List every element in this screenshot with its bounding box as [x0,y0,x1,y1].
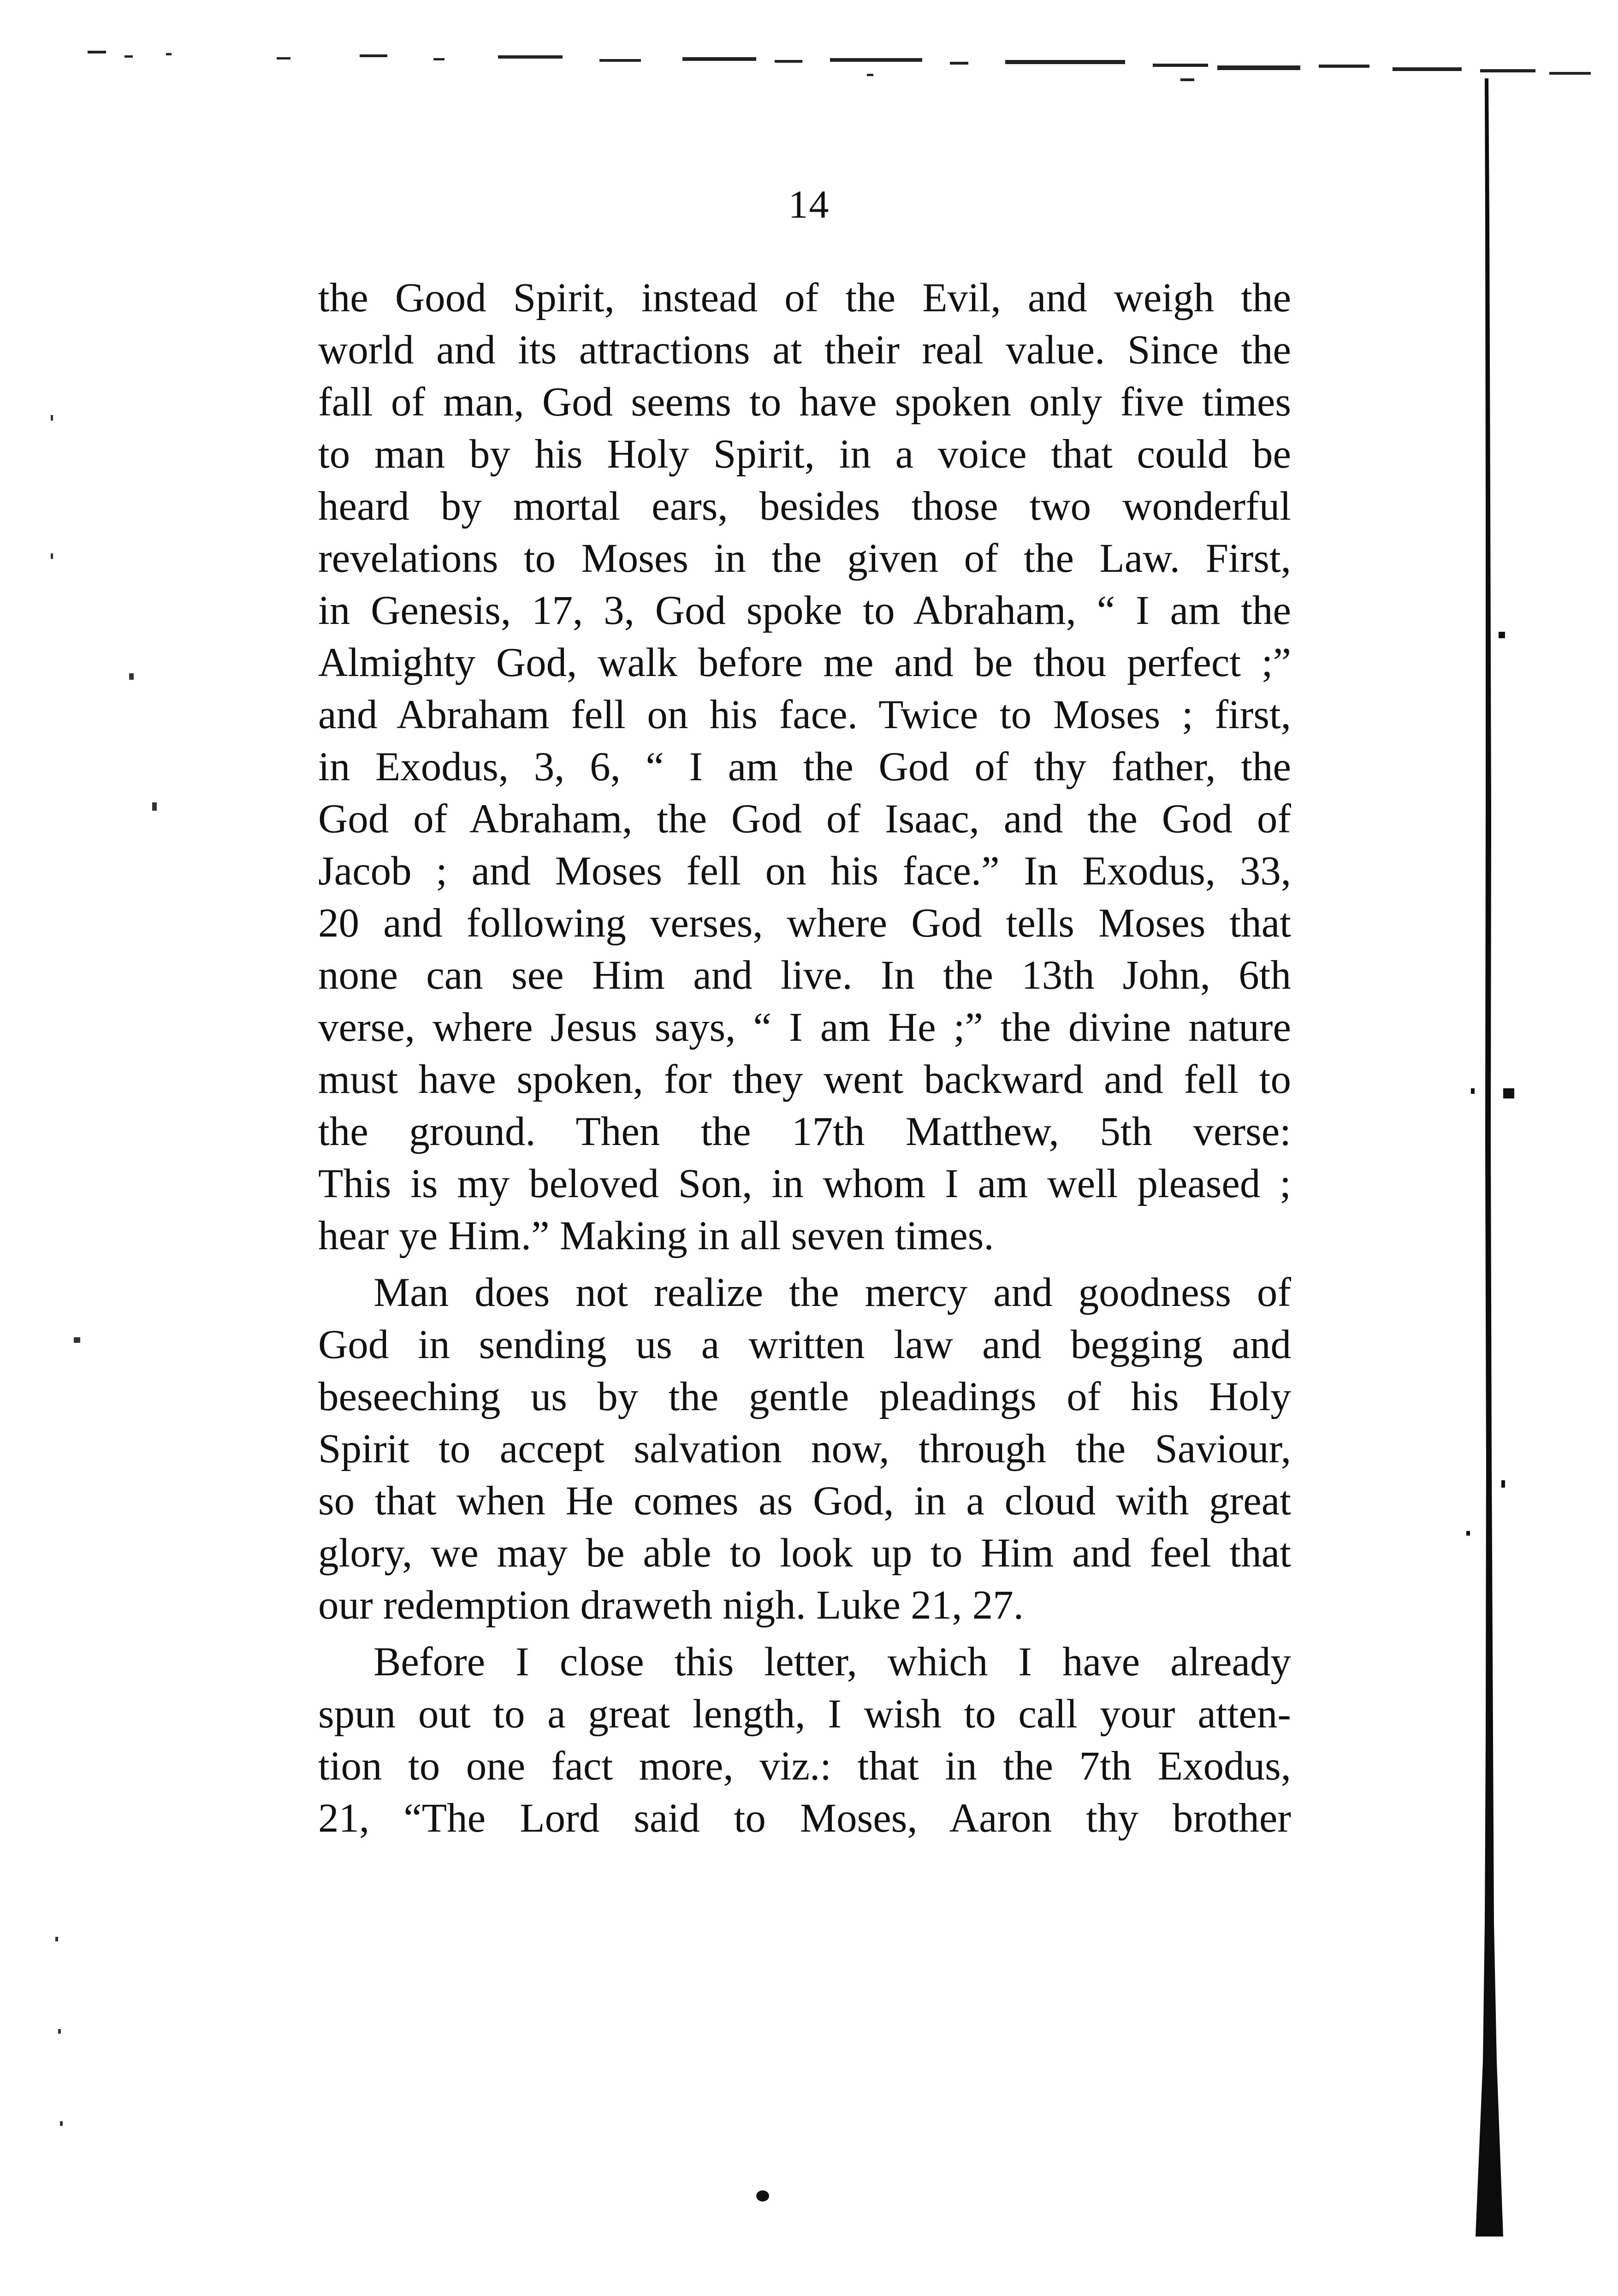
text-line: beseeching us by the gentle pleadings of his Holy [318,1374,1291,1419]
text-line: in Exodus, 3, 6, “ I am the God of thy father, the [318,744,1291,789]
text-line: 20 and following verses, where God tells Moses that [318,901,1291,946]
text-line: verse, where Jesus says, “ I am He ;” the divine nature [318,1005,1291,1050]
scan-specks-left [37,138,184,2260]
text-line: spun out to a great length, I wish to call your atten- [318,1691,1291,1737]
text-line: our redemption draweth nigh. Luke 21, 27. [318,1583,1024,1628]
text-line: Spirit to accept salvation now, through the Saviour, [318,1426,1291,1471]
text-line: God of Abraham, the God of Isaac, and the God of [318,796,1291,842]
scan-noise-top [83,42,1605,111]
text-line: hear ye Him.” Making in all seven times. [318,1213,994,1258]
text-line: the Good Spirit, instead of the Evil, and weigh the [318,275,1291,320]
paragraph [318,1267,1291,1632]
text-line: in Genesis, 17, 3, God spoke to Abraham, “ I am the [318,588,1291,633]
paragraph [318,272,1291,1262]
ink-speck [756,2190,769,2201]
text-line: must have spoken, for they went backward and fell to [318,1057,1291,1102]
text-line: and Abraham fell on his face. Twice to Moses ; first, [318,692,1291,737]
text-line: world and its attractions at their real value. Since the [318,327,1291,373]
page-number: 14 [788,182,830,226]
paragraph [318,1636,1291,1845]
text-line: tion to one fact more, viz.: that in the 7th Exodus, [318,1744,1291,1789]
text-line: so that when He comes as God, in a cloud with great [318,1478,1291,1524]
text-line: Jacob ; and Moses fell on his face.” In Exodus, 33, [318,848,1291,894]
text-line: 21, “The Lord said to Moses, Aaron thy brother [318,1796,1291,1841]
body-text [318,272,1291,1845]
text-line: fall of man, God seems to have spoken only five times [318,380,1291,425]
text-line: to man by his Holy Spirit, in a voice that could be [318,432,1291,477]
text-line: Before I close this letter, which I have already [373,1639,1291,1685]
text-line: glory, we may be able to look up to Him and feel that [318,1531,1291,1576]
text-line: God in sending us a written law and begging and [318,1322,1291,1367]
text-line: none can see Him and live. In the 13th John, 6th [318,953,1291,998]
binding-edge [1457,78,1517,2237]
text-line: the ground. Then the 17th Matthew, 5th verse: [318,1109,1291,1154]
text-line: This is my beloved Son, in whom I am well pleased ; [318,1161,1291,1206]
text-line: Almighty God, walk before me and be thou perfect ;” [318,640,1291,685]
text-line: Man does not realize the mercy and goodness of [373,1270,1291,1315]
text-line: heard by mortal ears, besides those two wonderful [318,484,1291,529]
text-line: revelations to Moses in the given of the Law. First, [318,536,1291,581]
